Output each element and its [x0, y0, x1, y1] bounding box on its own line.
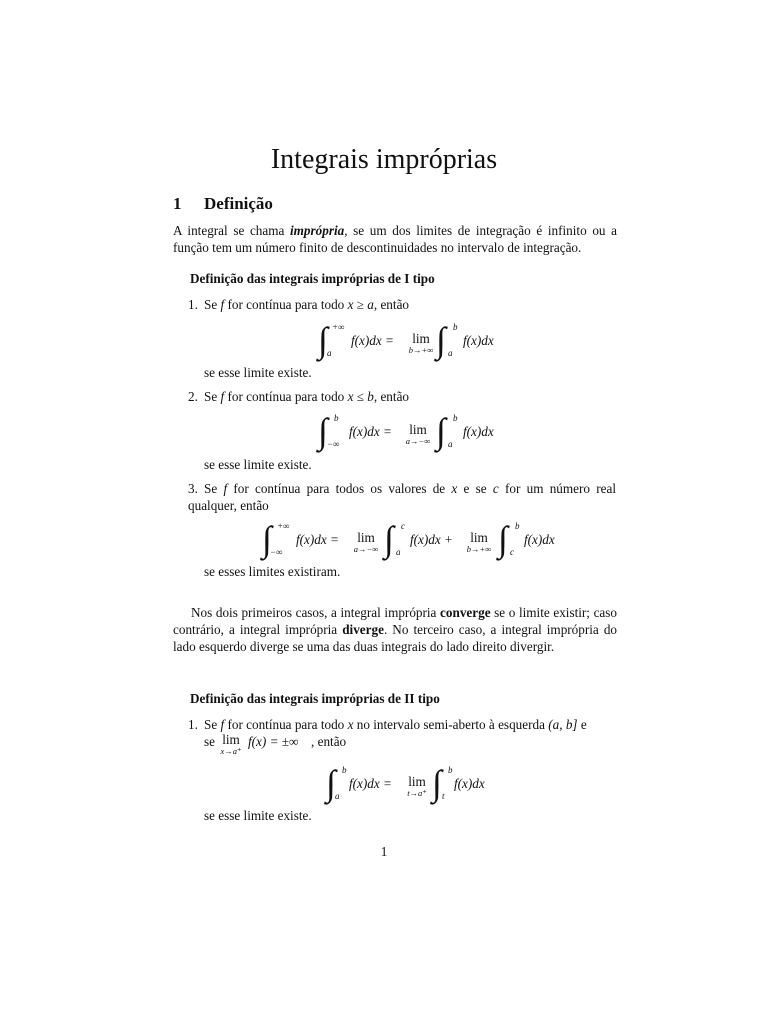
integrand: f(x)dx [463, 333, 494, 348]
intro-emphasis: imprópria [290, 223, 345, 238]
item-number: 1. [188, 297, 198, 312]
item-text: se [204, 734, 215, 749]
integral-sign: ∫ [262, 519, 272, 559]
paragraph-text: se o limite existir; caso contrário, a integral imprópria [173, 605, 618, 637]
item-text: , então [373, 297, 410, 312]
lim-word: lim [470, 530, 488, 545]
intro-text-1: A integral se chama [173, 223, 290, 238]
lim-under: x→a⁺ [220, 746, 242, 756]
integral-sign: ∫ [318, 320, 328, 360]
integral-lower: a [335, 791, 340, 801]
type1-heading: Definição das integrais impróprias de I tipo [190, 271, 435, 286]
type1-item-3 [188, 480, 616, 514]
item-text: for contínua para todo [224, 297, 348, 312]
limit-expression: f(x) = ±∞ [248, 734, 299, 749]
integral-upper: +∞ [277, 521, 290, 531]
limit [462, 531, 496, 554]
item-text: e se [457, 481, 493, 496]
item-text: for um número real qualquer, então [188, 481, 617, 513]
page-number: 1 [380, 844, 388, 859]
item-text: Se [204, 717, 221, 732]
item-text: Se [204, 481, 224, 496]
item-number: 2. [188, 389, 198, 404]
integral-upper: +∞ [332, 322, 345, 332]
math-var: x [451, 481, 458, 496]
integrand: f(x)dx = [349, 776, 392, 791]
integrand: f(x)dx = [349, 424, 392, 439]
integral-sign: ∫ [318, 411, 328, 451]
integral-sign: ∫ [436, 411, 446, 451]
integral-lower: −∞ [327, 439, 340, 449]
integral-sign: ∫ [326, 763, 336, 803]
integral-sign: ∫ [498, 519, 508, 559]
paragraph-text: Nos dois primeiros casos, a integral imprópria [191, 605, 441, 620]
limit [406, 332, 436, 355]
formula-type1-3 [262, 519, 582, 561]
item-text: Se [204, 297, 221, 312]
type1-item-2 [188, 388, 616, 405]
integral-upper: b [448, 765, 453, 775]
intro-paragraph [173, 222, 617, 256]
item-after-text: se esse limite existe. [204, 365, 312, 380]
converge-term: converge [440, 605, 491, 620]
diverge-term: diverge [342, 622, 384, 637]
item-number: 3. [188, 481, 198, 496]
math-condition: x ≤ b [347, 389, 374, 404]
integral-lower: a [448, 348, 453, 358]
limit [218, 733, 244, 756]
item-text: , então [311, 734, 347, 749]
lim-word: lim [412, 331, 430, 346]
lim-under: a→−∞ [353, 544, 379, 554]
lim-under: a→−∞ [405, 436, 431, 446]
lim-under: t→a⁺ [407, 788, 427, 798]
integrand: f(x)dx [463, 424, 494, 439]
section-name: Definição [204, 194, 273, 213]
type2-item-1 [188, 716, 616, 733]
integral-upper: b [342, 765, 347, 775]
integral-upper: b [453, 322, 458, 332]
paragraph-text: . No terceiro caso, a integral imprópria do lado esquerdo diverge se uma das duas integrais do lado direito divergir. [173, 622, 618, 654]
integrand: f(x)dx [454, 776, 485, 791]
math-var: f [223, 481, 228, 496]
item-after-text: se esse limite existe. [204, 457, 312, 472]
math-var: x [347, 717, 354, 732]
integrand: f(x)dx + [410, 532, 453, 547]
item-after-text: se esses limites existiram. [204, 564, 341, 579]
item-text: Se [204, 389, 221, 404]
integral-sign: ∫ [436, 320, 446, 360]
integral-lower: a [396, 547, 401, 557]
page-title: Integrais impróprias [270, 144, 498, 175]
type1-item-1 [188, 296, 616, 313]
integral-upper: b [453, 413, 458, 423]
formula-type2-1 [326, 763, 526, 805]
item-number: 1. [188, 717, 198, 732]
integral-sign: ∫ [432, 763, 442, 803]
integral-lower: −∞ [270, 547, 283, 557]
convergence-paragraph [173, 604, 617, 655]
item-text: e [577, 717, 587, 732]
type2-item-1-line2 [204, 733, 404, 759]
integrand: f(x)dx [524, 532, 555, 547]
integral-upper: b [334, 413, 339, 423]
item-text: for contínua para todo [224, 717, 348, 732]
integral-upper: b [515, 521, 520, 531]
math-var: c [492, 481, 499, 496]
math-interval: (a, b] [548, 717, 578, 732]
section-heading [173, 193, 273, 215]
integral-lower: t [442, 791, 445, 801]
item-text: , então [373, 389, 410, 404]
item-text: no intervalo semi-aberto à esquerda [353, 717, 549, 732]
limit [402, 775, 432, 798]
integral-lower: c [510, 547, 514, 557]
limit [402, 423, 434, 446]
math-var: f [220, 389, 225, 404]
formula-type1-1 [318, 320, 518, 362]
integrand: f(x)dx = [351, 333, 394, 348]
limit [350, 531, 382, 554]
integral-lower: a [327, 348, 332, 358]
integral-sign: ∫ [384, 519, 394, 559]
math-var: f [220, 717, 225, 732]
lim-under: b→+∞ [466, 544, 492, 554]
section-number: 1 [173, 194, 182, 213]
item-after-text: se esse limite existe. [204, 808, 312, 823]
item-text: for contínua para todos os valores de [227, 481, 452, 496]
math-var: f [220, 297, 225, 312]
lim-under: b→+∞ [408, 345, 434, 355]
integral-lower: a [448, 439, 453, 449]
lim-word: lim [222, 732, 240, 747]
lim-word: lim [408, 774, 426, 789]
math-condition: x ≥ a [347, 297, 374, 312]
intro-text-2: , se um dos limites de integração é infinito ou a função tem um número finito de descontinuidades no intervalo de integração. [173, 223, 617, 255]
lim-word: lim [409, 422, 427, 437]
integral-upper: c [401, 521, 405, 531]
item-text: for contínua para todo [224, 389, 348, 404]
integrand: f(x)dx = [296, 532, 339, 547]
type2-heading: Definição das integrais impróprias de II tipo [190, 691, 440, 706]
lim-word: lim [357, 530, 375, 545]
formula-type1-2 [318, 411, 518, 453]
